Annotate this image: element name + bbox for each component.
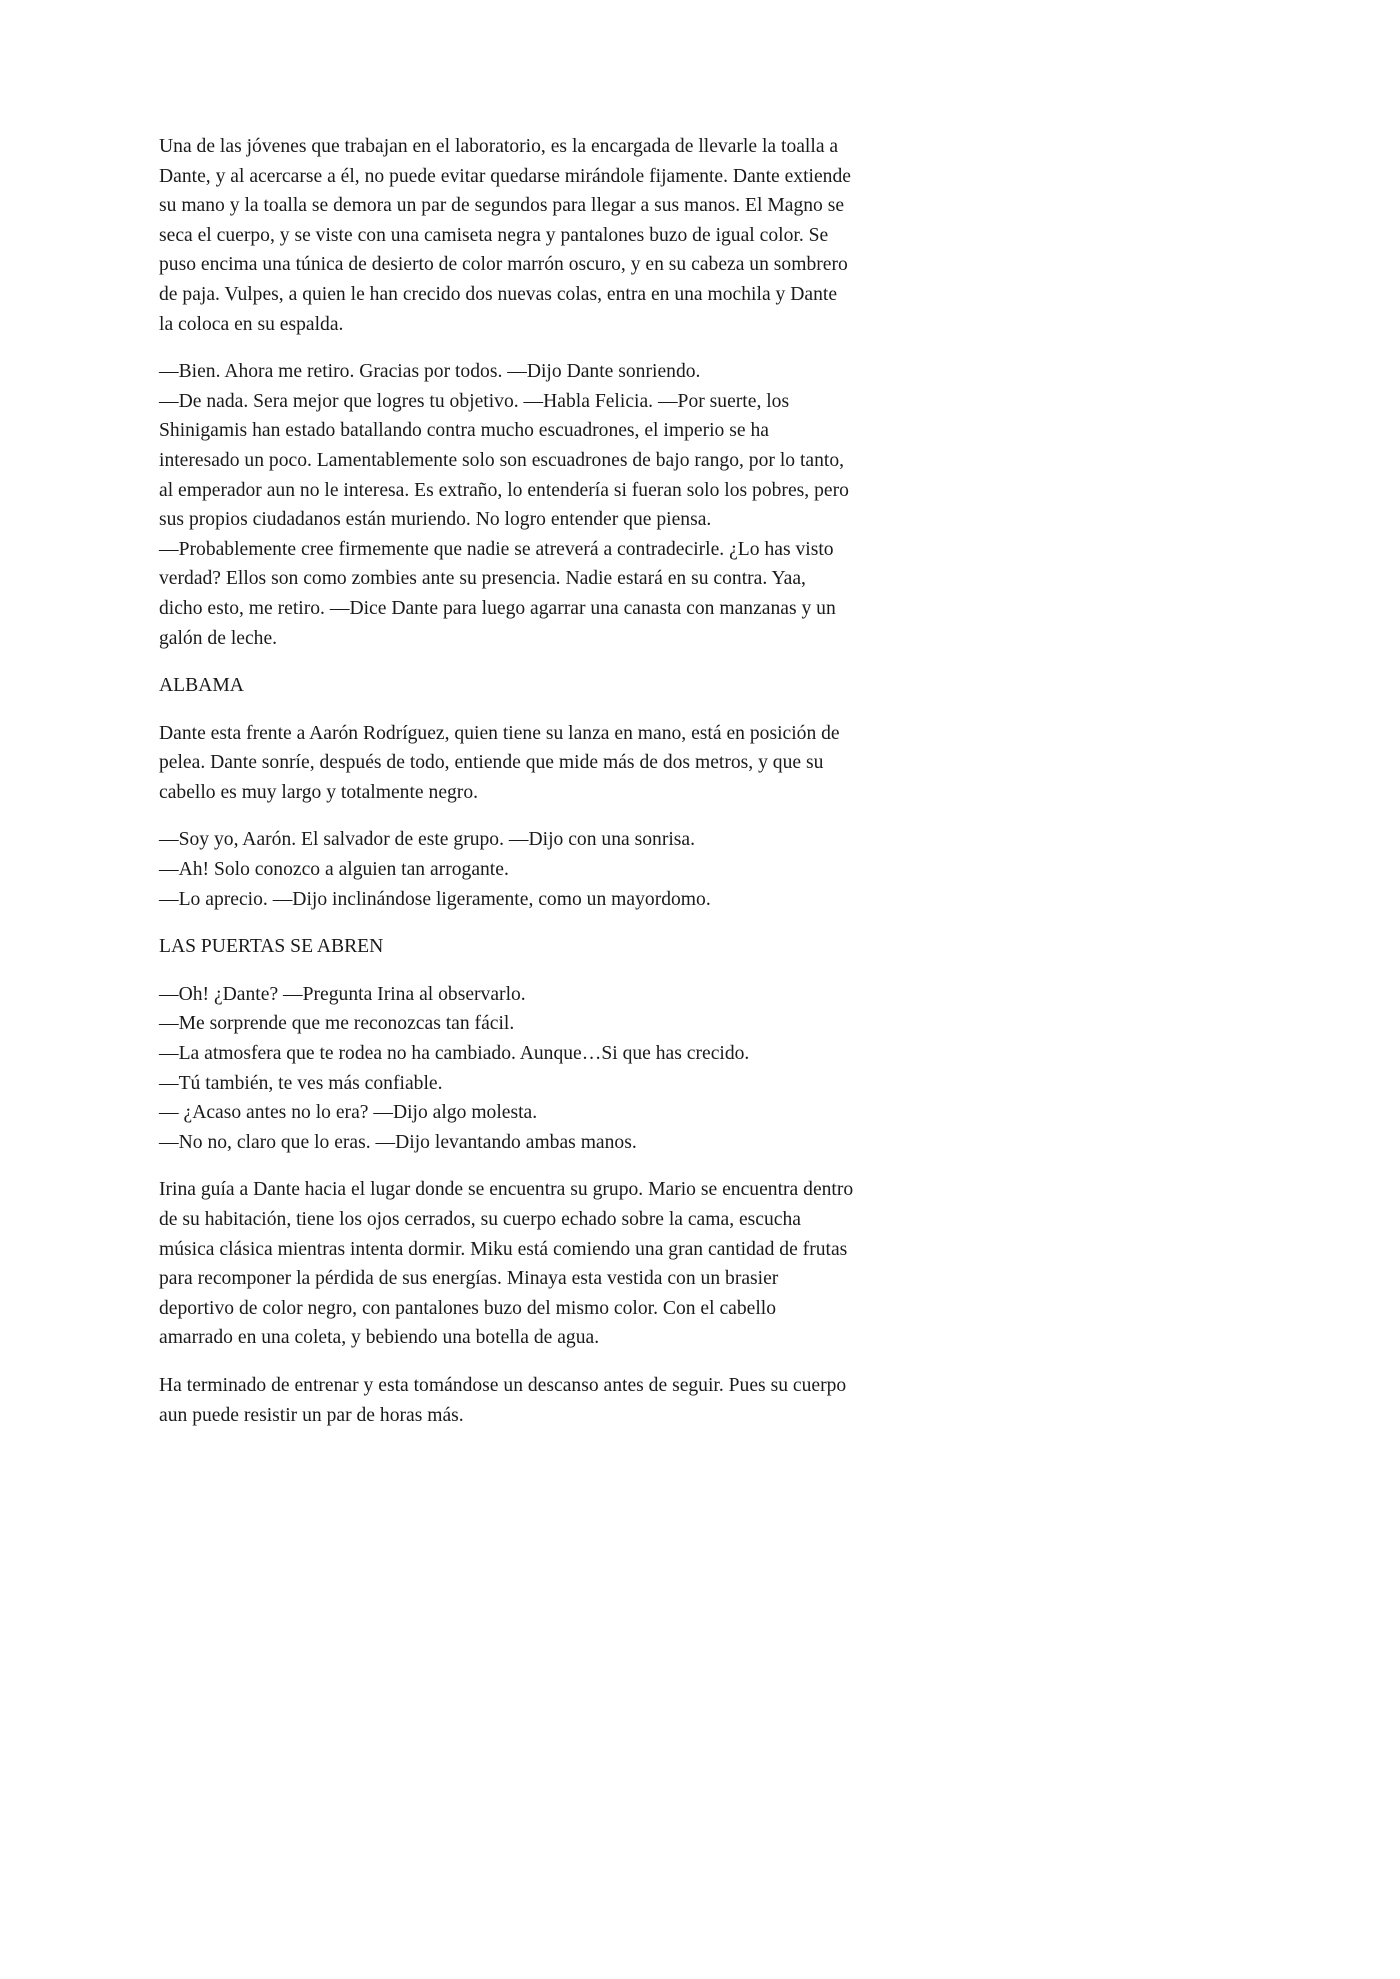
text-line: interesado un poco. Lamentablemente solo son escuadrones de bajo rango, por lo tanto, [159,449,845,471]
dialogue-irina [159,980,959,1158]
text-line: —No no, claro que lo eras. —Dijo levantando ambas manos. [159,1131,637,1153]
section-heading: ALBAMA [159,675,244,697]
text-line: Una de las jóvenes que trabajan en el laboratorio, es la encargada de llevarle la toalla a [159,136,839,157]
text-line: su mano y la toalla se demora un par de segundos para llegar a sus manos. El Magno se [159,195,845,217]
paragraph-aaron [159,719,959,808]
text-line: sus propios ciudadanos están muriendo. No logro entender que piensa. [159,509,712,531]
text-line: de su habitación, tiene los ojos cerrados, su cuerpo echado sobre la cama, escucha [159,1209,801,1230]
text-line: —Tú también, te ves más confiable. [159,1072,443,1094]
dialogue-felicia [159,357,959,653]
paragraph-intro [159,132,959,339]
text-line: dicho esto, me retiro. —Dice Dante para luego agarrar una canasta con manzanas y un [159,597,836,619]
text-line: Irina guía a Dante hacia el lugar donde se encuentra su grupo. Mario se encuentra dentro [159,1179,854,1201]
text-line: —Oh! ¿Dante? —Pregunta Irina al observarlo. [159,983,526,1005]
text-line: Dante esta frente a Aarón Rodríguez, quien tiene su lanza en mano, está en posición de [159,722,840,744]
text-line: amarrado en una coleta, y bebiendo una botella de agua. [159,1327,600,1349]
text-line: verdad? Ellos son como zombies ante su presencia. Nadie estará en su contra. Yaa, [159,568,806,590]
text-line: —Lo aprecio. —Dijo inclinándose ligeramente, como un mayordomo. [159,888,711,910]
text-line: aun puede resistir un par de horas más. [159,1404,464,1426]
text-line: la coloca en su espalda. [159,313,344,335]
text-line: puso encima una túnica de desierto de color marrón oscuro, y en su cabeza un sombrero [159,254,848,276]
text-line: —Soy yo, Aarón. El salvador de este grupo. —Dijo con una sonrisa. [159,829,696,851]
text-line: música clásica mientras intenta dormir. Miku está comiendo una gran cantidad de frutas [159,1238,848,1260]
text-line: deportivo de color negro, con pantalones buzo del mismo color. Con el cabello [159,1297,777,1319]
text-line: Dante, y al acercarse a él, no puede evitar quedarse mirándole fijamente. Dante extiende [159,165,851,187]
paragraph-closing [159,1371,959,1430]
section-heading-puertas [159,932,959,962]
text-line: —Me sorprende que me reconozcas tan fácil. [159,1013,515,1035]
text-line: cabello es muy largo y totalmente negro. [159,781,479,803]
section-heading-albama [159,671,959,701]
dialogue-aaron [159,825,959,914]
text-line: al emperador aun no le interesa. Es extraño, lo entendería si fueran solo los pobres, pero [159,479,849,501]
text-line: Shinigamis han estado batallando contra mucho escuadrones, el imperio se ha [159,420,769,442]
text-line: —Bien. Ahora me retiro. Gracias por todos. —Dijo Dante sonriendo. [159,361,701,383]
text-line: galón de leche. [159,627,278,649]
text-column [159,132,959,1448]
text-line: Ha terminado de entrenar y esta tomándose un descanso antes de seguir. Pues su cuerpo [159,1374,847,1396]
section-heading: LAS PUERTAS SE ABREN [159,936,384,958]
text-line: seca el cuerpo, y se viste con una camiseta negra y pantalones buzo de igual color. Se [159,224,829,246]
text-line: —De nada. Sera mejor que logres tu objetivo. —Habla Felicia. —Por suerte, los [159,390,790,412]
text-line: —Probablemente cree firmemente que nadie se atreverá a contradecirle. ¿Lo has visto [159,538,834,560]
paragraph-group [159,1175,959,1353]
text-line: para recomponer la pérdida de sus energías. Minaya esta vestida con un brasier [159,1268,779,1290]
text-line: — ¿Acaso antes no lo era? —Dijo algo molesta. [159,1102,538,1124]
text-line: de paja. Vulpes, a quien le han crecido dos nuevas colas, entra en una mochila y Dante [159,283,838,305]
text-line: —Ah! Solo conozco a alguien tan arrogante. [159,859,509,881]
text-line: pelea. Dante sonríe, después de todo, entiende que mide más de dos metros, y que su [159,752,824,774]
text-line: —La atmosfera que te rodea no ha cambiado. Aunque…Si que has crecido. [159,1043,750,1065]
